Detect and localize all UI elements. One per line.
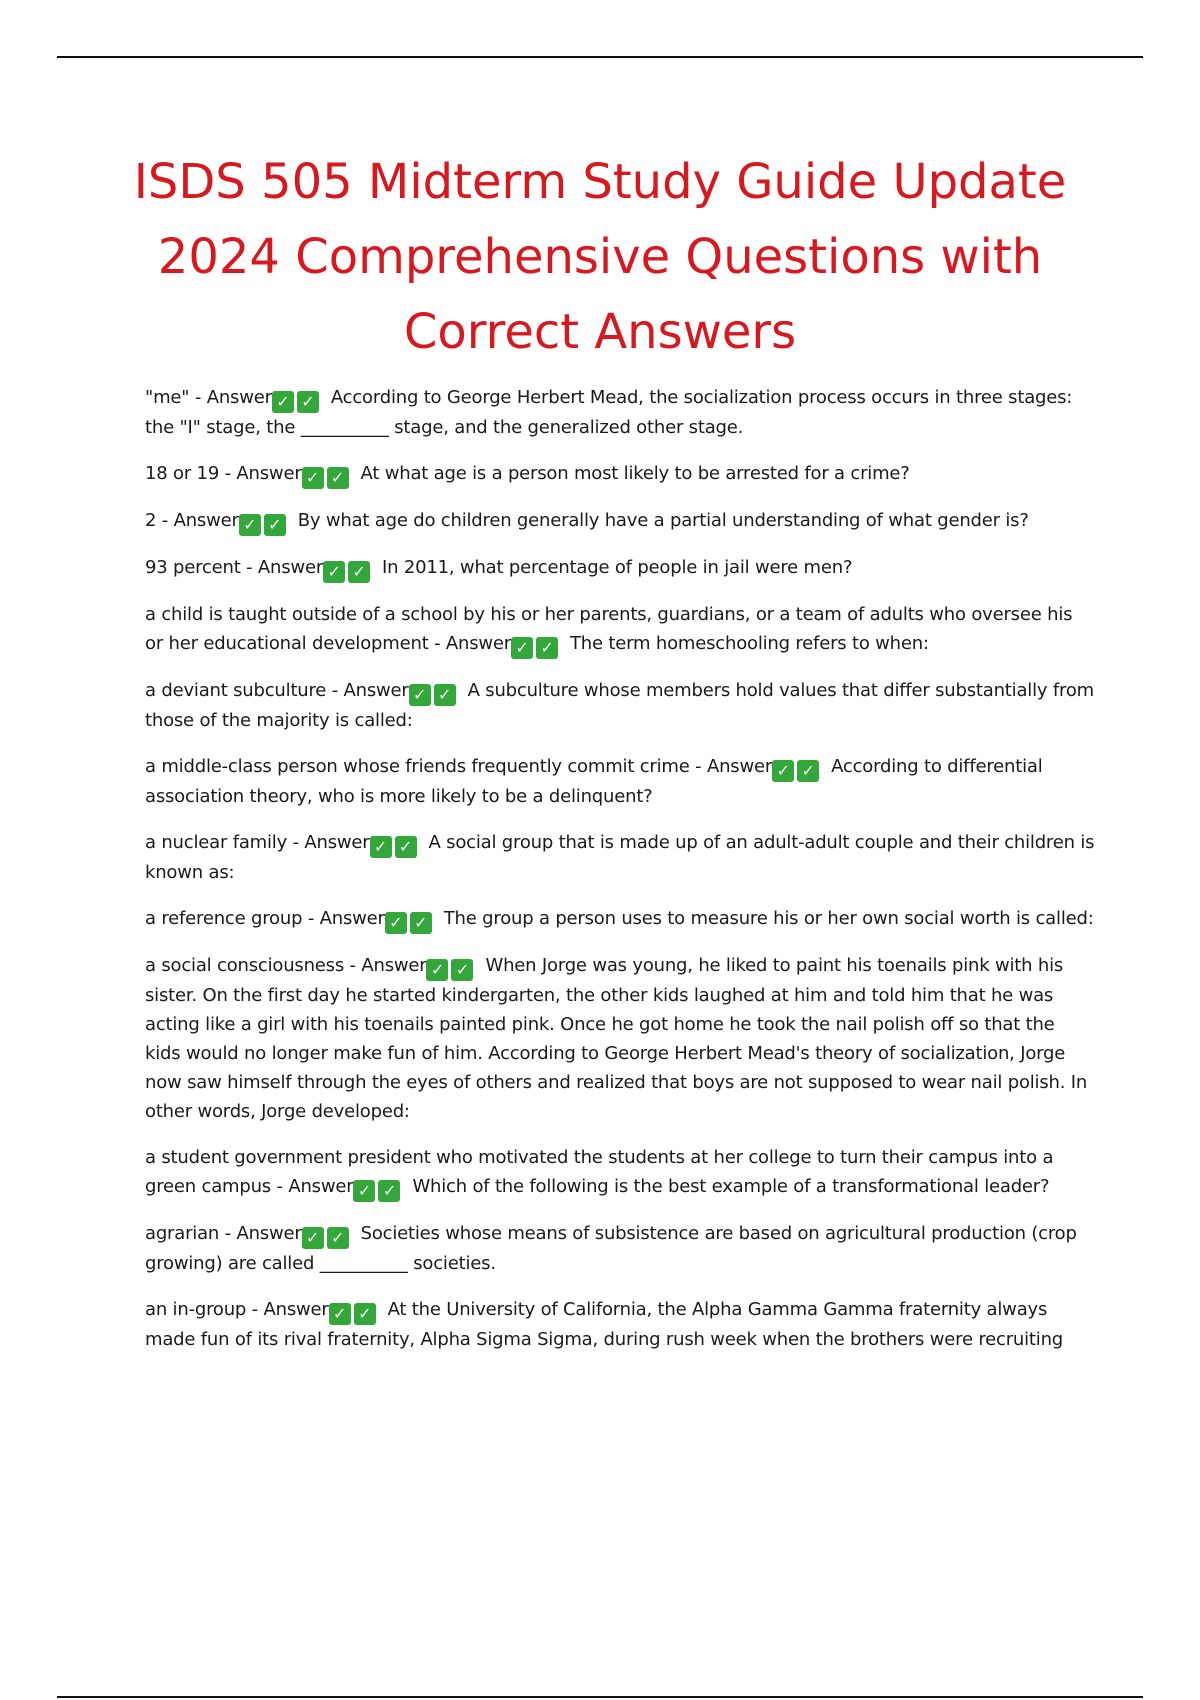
check-mark-icon: ✓ <box>348 561 370 583</box>
answer-text: a nuclear family <box>145 832 288 853</box>
bottom-rule <box>57 1696 1143 1698</box>
answer-text: agrarian <box>145 1223 220 1244</box>
question-text: The term homeschooling refers to when: <box>570 633 929 654</box>
question-text: Which of the following is the best example of a transformational leader? <box>412 1176 1050 1197</box>
answer-separator: - <box>219 1223 237 1244</box>
answer-label: Answer <box>304 832 370 853</box>
check-mark-icon: ✓ <box>370 836 392 858</box>
answer-separator: - <box>287 832 305 853</box>
answer-text: a deviant subculture <box>145 680 327 701</box>
check-mark-icon: ✓ <box>327 1227 349 1249</box>
qa-item <box>145 1143 1095 1202</box>
top-rule <box>57 56 1143 58</box>
check-mark-icon: ✓ <box>302 1227 324 1249</box>
answer-label: Answer <box>263 1299 329 1320</box>
qa-item <box>145 828 1095 887</box>
check-mark-icon: ✓ <box>354 1303 376 1325</box>
check-mark-icon: ✓ <box>329 1303 351 1325</box>
answer-label: Answer <box>257 557 324 578</box>
answer-text: a middle-class person whose friends frequently commit crime <box>145 756 690 777</box>
answer-label: Answer <box>173 510 239 531</box>
question-text: At the University of California, the Alpha Gamma Gamma fraternity always made fun of its rival fraternity, Alpha Sigma Sigma, during rush week when the brothers were recruiting <box>145 1299 1064 1350</box>
check-mark-icon: ✓ <box>353 1180 375 1202</box>
qa-item <box>145 600 1095 659</box>
answer-text: a reference group <box>145 908 303 929</box>
answer-separator: - <box>189 387 207 408</box>
answer-separator: - <box>219 463 237 484</box>
answer-separator: - <box>428 633 446 654</box>
qa-item <box>145 383 1095 442</box>
qa-item <box>145 676 1095 735</box>
question-text: In 2011, what percentage of people in jail were men? <box>382 557 853 578</box>
answer-separator: - <box>689 756 707 777</box>
answer-text: 93 percent <box>145 557 241 578</box>
check-mark-icon: ✓ <box>323 561 345 583</box>
question-text: At what age is a person most likely to be arrested for a crime? <box>360 463 910 484</box>
question-text: A social group that is made up of an adult-adult couple and their children is known as: <box>145 832 1095 883</box>
check-mark-icon: ✓ <box>264 514 286 536</box>
check-mark-icon: ✓ <box>239 514 261 536</box>
question-text: A subculture whose members hold values that differ substantially from those of the majority is called: <box>145 680 1094 731</box>
qa-item <box>145 904 1095 934</box>
answer-text: 18 or 19 <box>145 463 220 484</box>
qa-item <box>145 951 1095 1126</box>
question-text: By what age do children generally have a partial understanding of what gender is? <box>297 510 1029 531</box>
answer-separator: - <box>240 557 258 578</box>
answer-separator: - <box>302 908 320 929</box>
answer-text: a social consciousness <box>145 955 345 976</box>
qa-item <box>145 1219 1095 1278</box>
answer-separator: - <box>326 680 344 701</box>
qa-item <box>145 506 1095 536</box>
answer-label: Answer <box>236 1223 302 1244</box>
qa-list <box>145 383 1095 1371</box>
question-text: Societies whose means of subsistence are based on agricultural production (crop growing) are called __________ societies. <box>145 1223 1077 1274</box>
answer-separator: - <box>344 955 362 976</box>
qa-item <box>145 752 1095 811</box>
check-mark-icon: ✓ <box>410 912 432 934</box>
check-mark-icon: ✓ <box>302 467 324 489</box>
answer-separator: - <box>156 510 174 531</box>
check-mark-icon: ✓ <box>378 1180 400 1202</box>
qa-item <box>145 459 1095 489</box>
answer-label: Answer <box>206 387 272 408</box>
question-text: When Jorge was young, he liked to paint his toenails pink with his sister. On the first day he started kindergarten, the other kids laughed at him and told him that he was acting like a girl with his toenails painted pink. Once he got home he took the nail polish off so that the kids would no longer make fun of him. According to George Herbert Mead's theory of socialization, Jorge now saw himself through the eyes of others and realized that boys are not supposed to wear nail polish. In other words, Jorge developed: <box>145 955 1088 1122</box>
answer-separator: - <box>270 1176 289 1197</box>
check-mark-icon: ✓ <box>511 637 533 659</box>
answer-separator: - <box>246 1299 264 1320</box>
page-title: ISDS 505 Midterm Study Guide Update 2024 Comprehensive Questions with Correct Answers <box>133 154 1067 360</box>
answer-label: Answer <box>343 680 409 701</box>
check-mark-icon: ✓ <box>272 391 294 413</box>
check-mark-icon: ✓ <box>395 836 417 858</box>
check-mark-icon: ✓ <box>297 391 319 413</box>
check-mark-icon: ✓ <box>434 684 456 706</box>
answer-text: 2 <box>145 510 157 531</box>
answer-label: Answer <box>445 633 512 654</box>
check-mark-icon: ✓ <box>409 684 431 706</box>
qa-item <box>145 1295 1095 1354</box>
check-mark-icon: ✓ <box>772 760 794 782</box>
question-text: According to George Herbert Mead, the socialization process occurs in three stages: the "I" stage, the __________ stage, and the generalized other stage. <box>145 387 1073 438</box>
answer-label: Answer <box>361 955 427 976</box>
answer-label: Answer <box>706 756 773 777</box>
answer-label: Answer <box>236 463 302 484</box>
check-mark-icon: ✓ <box>536 637 558 659</box>
question-text: According to differential association theory, who is more likely to be a delinquent? <box>145 756 1043 807</box>
answer-text: a student government president who motivated the students at her college to turn their campus into a green campus <box>145 1147 1054 1197</box>
check-mark-icon: ✓ <box>426 959 448 981</box>
answer-label: Answer <box>319 908 385 929</box>
check-mark-icon: ✓ <box>797 760 819 782</box>
check-mark-icon: ✓ <box>385 912 407 934</box>
answer-text: a child is taught outside of a school by his or her parents, guardians, or a team of adults who oversee his or her educational development <box>145 604 1073 654</box>
answer-label: Answer <box>288 1176 354 1197</box>
check-mark-icon: ✓ <box>327 467 349 489</box>
check-mark-icon: ✓ <box>451 959 473 981</box>
question-text: The group a person uses to measure his or her own social worth is called: <box>443 908 1094 929</box>
qa-item <box>145 553 1095 583</box>
answer-text: "me" <box>145 387 190 408</box>
answer-text: an in-group <box>145 1299 247 1320</box>
